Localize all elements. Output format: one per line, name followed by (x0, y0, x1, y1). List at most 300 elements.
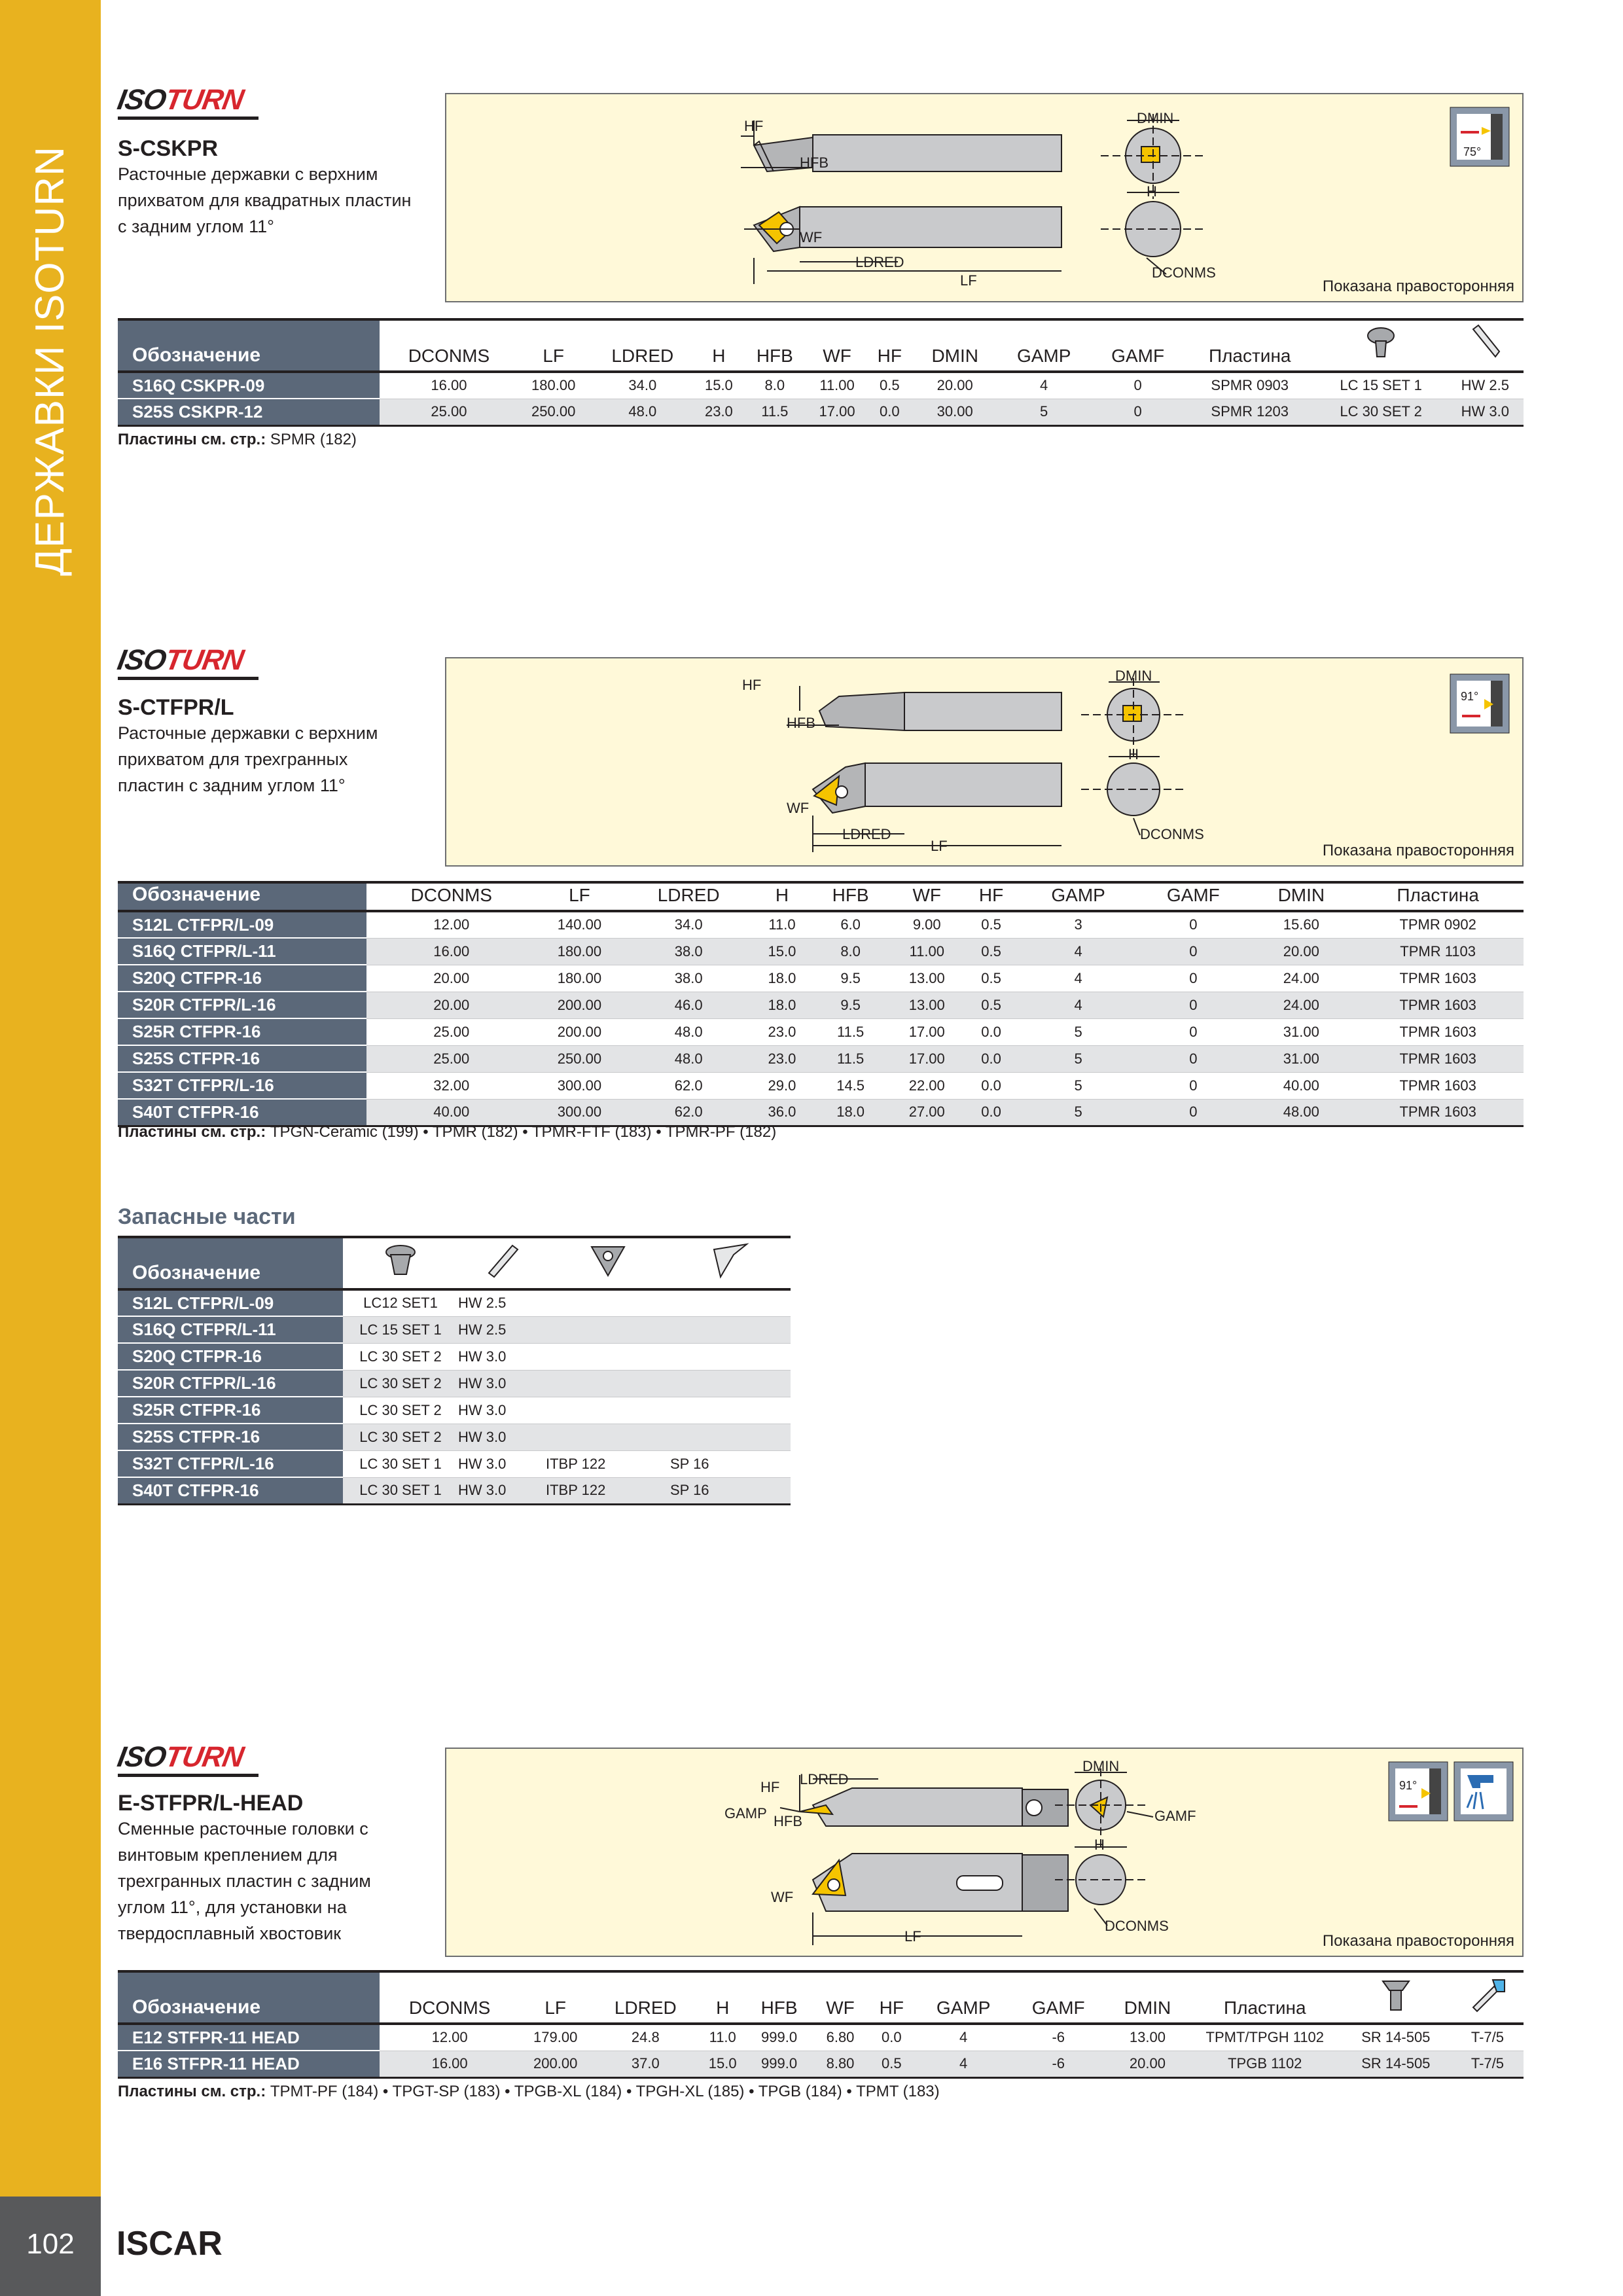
table-cell: TPMT/TPGH 1102 (1190, 2024, 1340, 2051)
section3-diagram (445, 1748, 1524, 1957)
table-header-cell: Обозначение (118, 1971, 380, 2024)
table-cell: 62.0 (622, 1099, 755, 1126)
table-cell: 250.00 (518, 399, 589, 425)
table-cell: 32.00 (366, 1072, 537, 1099)
table-header-cell: GAMF (1111, 346, 1165, 366)
table-cell: 250.00 (537, 1045, 623, 1072)
table-header-cell: LF (544, 1998, 567, 2018)
table-header-cell: H (712, 346, 726, 366)
table-header-cell: Пластина (1397, 885, 1479, 905)
table-header-row (118, 1237, 791, 1289)
table-cell: HW 3.0 (458, 1477, 546, 1504)
dim-dmin: DMIN (1137, 110, 1174, 126)
table-cell: 0 (1136, 1045, 1250, 1072)
table-cell: S25S CTFPR-16 (118, 1045, 366, 1072)
table-cell (670, 1397, 791, 1424)
section2-description: Расточные державки с верхним прихватом для трехгранных пластин с задним углом 11° (118, 723, 378, 795)
table-cell: HW 3.0 (458, 1450, 546, 1477)
table-cell: HW 2.5 (458, 1289, 546, 1316)
table-header-cell: LDRED (657, 885, 720, 905)
table-row (118, 1289, 791, 1316)
table-header-cell: H (716, 1998, 730, 2018)
dim-ldred: LDRED (842, 826, 891, 842)
table-cell: 48.0 (622, 1045, 755, 1072)
dim-lf: LF (960, 272, 977, 289)
table-cell: 0.0 (962, 1099, 1020, 1126)
table-cell: 0 (1136, 1018, 1250, 1045)
operation-icon (1389, 1762, 1448, 1821)
table-cell: S20Q CTFPR-16 (118, 1343, 343, 1370)
table-cell: 0 (1092, 399, 1185, 425)
table-header-cell: HF (879, 1998, 904, 2018)
table-header-cell: DCONMS (410, 885, 492, 905)
section1-diagram (445, 93, 1524, 302)
table-cell: 11.0 (755, 911, 810, 938)
table-cell: E16 STFPR-11 HEAD (118, 2051, 380, 2077)
dim-wf: WF (800, 229, 823, 245)
table-cell: TPMR 1603 (1352, 1099, 1524, 1126)
table-cell: S20R CTFPR/L-16 (118, 992, 366, 1018)
section3-note: Пластины см. стр.: TPMT-PF (184) • TPGT-SP (183) • TPGB-XL (184) • TPGH-XL (185) • TPGB (184) • TPMT (183) (118, 2083, 940, 2100)
table-cell: 11.00 (891, 938, 962, 965)
table-cell: 48.0 (589, 399, 697, 425)
table-cell: HW 2.5 (458, 1316, 546, 1343)
table-header-cell: GAMP (1051, 885, 1105, 905)
isoturn-logo: ISOTURN (115, 644, 246, 676)
table-cell: 999.0 (745, 2051, 813, 2077)
table-row (118, 399, 1524, 425)
table-cell: 0.5 (962, 911, 1020, 938)
dim-gamp: GAMP (724, 1805, 767, 1821)
table-row (118, 2051, 1524, 2077)
table-cell: 23.0 (696, 399, 741, 425)
table-cell: 200.00 (537, 1018, 623, 1045)
table-cell: SR 14-505 (1340, 2051, 1452, 2077)
table-header-cell: H (775, 885, 789, 905)
table-header-cell: LDRED (614, 1998, 677, 2018)
table-cell: S16Q CTFPR/L-11 (118, 1316, 343, 1343)
section1-drawing (446, 94, 1525, 304)
table-cell: HW 3.0 (458, 1343, 546, 1370)
table-cell: 4 (1020, 938, 1136, 965)
table-header-cell: GAMP (936, 1998, 991, 2018)
table-cell: 12.00 (380, 2024, 520, 2051)
table-cell: 0.5 (868, 2051, 916, 2077)
dim-wf: WF (787, 800, 810, 816)
table-header-cell: GAMF (1031, 1998, 1085, 2018)
table-header-cell: HFB (832, 885, 869, 905)
table-cell: 5 (1020, 1072, 1136, 1099)
table-cell: -6 (1011, 2024, 1105, 2051)
sidebar (0, 0, 101, 2296)
table-row (118, 1099, 1524, 1126)
section2-title: S-CTFPR/L (118, 695, 234, 720)
table-cell: 11.5 (810, 1018, 891, 1045)
table-cell: 0.5 (962, 938, 1020, 965)
table-cell: 18.0 (810, 1099, 891, 1126)
section1-description: Расточные державки с верхним прихватом для квадратных пластин с задним углом 11° (118, 164, 412, 236)
table-cell: 0.5 (962, 992, 1020, 1018)
shim-icon (546, 1237, 670, 1289)
table-row (118, 1477, 791, 1504)
table-cell: 31.00 (1250, 1045, 1352, 1072)
table-cell: 23.0 (755, 1045, 810, 1072)
table-cell: 25.00 (380, 399, 518, 425)
table-cell: 37.0 (591, 2051, 700, 2077)
table-cell (670, 1343, 791, 1370)
table-cell: 0.5 (866, 372, 914, 399)
table-row (118, 992, 1524, 1018)
section1-note: Пластины см. стр.: SPMR (182) (118, 431, 357, 448)
table-cell: 34.0 (622, 911, 755, 938)
table-cell: SR 14-505 (1340, 2024, 1452, 2051)
table-header-row (118, 882, 1524, 911)
table-cell: S12L CTFPR/L-09 (118, 911, 366, 938)
footer-brand: ISCAR (116, 2225, 223, 2263)
table-cell: 4 (916, 2051, 1011, 2077)
table-cell: 17.00 (891, 1018, 962, 1045)
table-cell: 31.00 (1250, 1018, 1352, 1045)
table-cell: 13.00 (1105, 2024, 1190, 2051)
svg-text:91°: 91° (1399, 1779, 1418, 1792)
table-cell: 4 (916, 2024, 1011, 2051)
table-cell: 9.00 (891, 911, 962, 938)
table-cell: 25.00 (366, 1045, 537, 1072)
table-cell: 0.0 (866, 399, 914, 425)
table-cell: 5 (1020, 1099, 1136, 1126)
isoturn-logo: ISOTURN (115, 84, 246, 116)
table-cell: S40T CTFPR-16 (118, 1477, 343, 1504)
table-cell: 46.0 (622, 992, 755, 1018)
table-cell: 0 (1136, 1099, 1250, 1126)
table-cell: ITBP 122 (546, 1477, 670, 1504)
table-cell: 29.0 (755, 1072, 810, 1099)
section2-drawing (446, 658, 1525, 868)
dim-h: H (1094, 1837, 1105, 1853)
table-cell: SP 16 (670, 1477, 791, 1504)
table-row (118, 2024, 1524, 2051)
table-cell: HW 3.0 (458, 1424, 546, 1450)
table-row (118, 1343, 791, 1370)
table-cell: 13.00 (891, 965, 962, 992)
table-row (118, 1072, 1524, 1099)
table-cell: HW 3.0 (1447, 399, 1524, 425)
isoturn-logo: ISOTURN (115, 1741, 246, 1773)
table-cell: TPGB 1102 (1190, 2051, 1340, 2077)
shown-right-note-2: Показана правосторонняя (1322, 842, 1514, 859)
dim-wf: WF (771, 1889, 794, 1905)
table-row (118, 1018, 1524, 1045)
clamp-set-icon (343, 1237, 458, 1289)
table-cell: -6 (1011, 2051, 1105, 2077)
dim-hfb: HFB (787, 715, 815, 731)
table-cell: TPMR 1603 (1352, 1045, 1524, 1072)
table-cell: 180.00 (518, 372, 589, 399)
table-cell: 9.5 (810, 992, 891, 1018)
table-cell (670, 1316, 791, 1343)
table-cell: HW 3.0 (458, 1397, 546, 1424)
hex-key-icon (1447, 319, 1524, 372)
table-header-row (118, 1971, 1524, 2024)
table-row (118, 1316, 791, 1343)
logo-underline (118, 1774, 259, 1777)
table-cell (546, 1370, 670, 1397)
table-cell: TPMR 1103 (1352, 938, 1524, 965)
table-cell: 23.0 (755, 1018, 810, 1045)
table-cell (670, 1289, 791, 1316)
dim-dconms: DCONMS (1105, 1918, 1169, 1934)
table-cell: 24.8 (591, 2024, 700, 2051)
table-cell: 180.00 (537, 938, 623, 965)
table-row (118, 1397, 791, 1424)
table-cell: 200.00 (520, 2051, 591, 2077)
table-cell: 17.00 (891, 1045, 962, 1072)
table-header-cell: HF (978, 885, 1004, 905)
table-header-cell: GAMF (1166, 885, 1220, 905)
table-cell: HW 3.0 (458, 1370, 546, 1397)
table-cell: S20Q CTFPR-16 (118, 965, 366, 992)
table-cell (546, 1316, 670, 1343)
table-cell: 8.80 (813, 2051, 867, 2077)
table-cell: 62.0 (622, 1072, 755, 1099)
table-header-cell: Обозначение (118, 882, 366, 911)
table-cell: 4 (997, 372, 1092, 399)
table-cell: 0 (1136, 992, 1250, 1018)
table-header-cell: HFB (760, 1998, 798, 2018)
table-cell: 6.80 (813, 2024, 867, 2051)
coolant-icon (1454, 1762, 1513, 1821)
table-cell: 140.00 (537, 911, 623, 938)
dim-h: H (1147, 183, 1157, 200)
table-cell: 5 (1020, 1018, 1136, 1045)
dim-hf: HF (744, 118, 764, 134)
table-cell: S32T CTFPR/L-16 (118, 1072, 366, 1099)
table-cell: 6.0 (810, 911, 891, 938)
table-row (118, 965, 1524, 992)
table-cell: 48.00 (1250, 1099, 1352, 1126)
dim-ldred: LDRED (855, 254, 904, 270)
table-cell: 8.0 (810, 938, 891, 965)
section3-drawing (446, 1749, 1525, 1958)
table-cell: 4 (1020, 992, 1136, 1018)
table-cell: LC 30 SET 2 (343, 1343, 458, 1370)
shown-right-note-1: Показана правосторонняя (1322, 278, 1514, 295)
table-cell: 0 (1136, 1072, 1250, 1099)
table-cell: S16Q CTFPR/L-11 (118, 938, 366, 965)
page-number: 102 (26, 2228, 75, 2260)
table-cell: 34.0 (589, 372, 697, 399)
svg-text:91°: 91° (1461, 690, 1479, 703)
table-row (118, 1370, 791, 1397)
table-cell: LC 30 SET 2 (343, 1370, 458, 1397)
table-cell: S25S CSKPR-12 (118, 399, 380, 425)
table-row (118, 1045, 1524, 1072)
spare-parts-table (118, 1236, 791, 1505)
table-cell: 25.00 (366, 1018, 537, 1045)
table-row (118, 938, 1524, 965)
table-cell: S20R CTFPR/L-16 (118, 1370, 343, 1397)
table-cell: 24.00 (1250, 992, 1352, 1018)
table-header-cell: DMIN (1277, 885, 1325, 905)
table-row (118, 911, 1524, 938)
section2-diagram (445, 657, 1524, 867)
table-cell: 999.0 (745, 2024, 813, 2051)
table-cell (546, 1397, 670, 1424)
table-cell: 5 (997, 399, 1092, 425)
table-cell: TPMR 0902 (1352, 911, 1524, 938)
table-header-cell: LF (543, 346, 565, 366)
screw-icon (1340, 1971, 1452, 2024)
table-cell: 20.00 (1105, 2051, 1190, 2077)
table-cell: S32T CTFPR/L-16 (118, 1450, 343, 1477)
table-cell: 20.00 (366, 965, 537, 992)
table-cell: 200.00 (537, 992, 623, 1018)
section3-title: E-STFPR/L-HEAD (118, 1791, 304, 1816)
table-cell: 18.0 (755, 992, 810, 1018)
table-cell: 48.0 (622, 1018, 755, 1045)
table-cell: 3 (1020, 911, 1136, 938)
table-cell: S12L CTFPR/L-09 (118, 1289, 343, 1316)
dim-dconms: DCONMS (1152, 264, 1216, 281)
table-header-cell: DMIN (931, 346, 978, 366)
table-header-cell: HF (877, 346, 902, 366)
table-cell (546, 1343, 670, 1370)
table-cell: SP 16 (670, 1450, 791, 1477)
table-header-cell: DCONMS (408, 1998, 491, 2018)
table-cell: LC 30 SET 2 (343, 1397, 458, 1424)
table-cell: 12.00 (366, 911, 537, 938)
section3-table (118, 1970, 1524, 2079)
table-cell: 0 (1092, 372, 1185, 399)
table-cell: LC 15 SET 1 (343, 1316, 458, 1343)
table-cell: 22.00 (891, 1072, 962, 1099)
section3-description: Сменные расточные головки с винтовым креплением для трехгранных пластин с задним углом 11°, для установки на твердосплавный хвостовик (118, 1819, 371, 1943)
table-header-row (118, 319, 1524, 372)
table-cell: 180.00 (537, 965, 623, 992)
table-cell: 16.00 (380, 372, 518, 399)
dim-hf: HF (742, 677, 762, 693)
table-cell: 30.00 (914, 399, 997, 425)
dim-hfb: HFB (800, 154, 829, 171)
table-header-cell: Пластина (1208, 346, 1291, 366)
table-header-cell: HFB (756, 346, 793, 366)
table-header-cell: Пластина (1223, 1998, 1306, 2018)
table-cell: 15.0 (696, 372, 741, 399)
table-header-cell: GAMP (1016, 346, 1071, 366)
table-cell: 5 (1020, 1045, 1136, 1072)
shim-pin-icon (670, 1237, 791, 1289)
table-cell (670, 1370, 791, 1397)
dim-ldred: LDRED (800, 1771, 849, 1787)
table-cell: ITBP 122 (546, 1450, 670, 1477)
table-cell: 38.0 (622, 965, 755, 992)
dim-dconms: DCONMS (1140, 826, 1204, 842)
table-cell: 17.00 (808, 399, 866, 425)
table-header-cell: Обозначение (118, 319, 380, 372)
table-row (118, 372, 1524, 399)
table-cell: 11.5 (741, 399, 808, 425)
table-row (118, 1450, 791, 1477)
dim-dmin: DMIN (1082, 1758, 1120, 1774)
dim-gamf: GAMF (1154, 1808, 1196, 1824)
table-cell: 0.0 (962, 1018, 1020, 1045)
table-cell: 4 (1020, 965, 1136, 992)
table-cell: 0 (1136, 911, 1250, 938)
table-cell: SPMR 0903 (1185, 372, 1315, 399)
table-header-cell: DCONMS (408, 346, 490, 366)
table-header-cell: Обозначение (118, 1237, 343, 1289)
torx-key-icon (1452, 1971, 1524, 2024)
table-header-cell: DMIN (1124, 1998, 1171, 2018)
section1-title: S-CSKPR (118, 136, 219, 161)
table-cell: 0.5 (962, 965, 1020, 992)
dim-dmin: DMIN (1115, 668, 1152, 684)
shown-right-note-3: Показана правосторонняя (1322, 1932, 1514, 1950)
table-cell: SPMR 1203 (1185, 399, 1315, 425)
table-cell: 300.00 (537, 1072, 623, 1099)
table-cell: LC 30 SET 1 (343, 1477, 458, 1504)
screw-icon (1315, 319, 1447, 372)
operation-icon (1450, 107, 1509, 166)
hex-key-icon (458, 1237, 546, 1289)
table-cell: LC12 SET1 (343, 1289, 458, 1316)
table-cell: 11.00 (808, 372, 866, 399)
table-cell: 15.0 (755, 938, 810, 965)
table-cell: 18.0 (755, 965, 810, 992)
dim-hf: HF (760, 1779, 780, 1795)
logo-underline (118, 117, 259, 120)
table-cell: 40.00 (366, 1099, 537, 1126)
sidebar-title: ДЕРЖАВКИ ISOTURN (27, 146, 73, 576)
table-cell: TPMR 1603 (1352, 992, 1524, 1018)
table-cell: 11.5 (810, 1045, 891, 1072)
table-cell: 38.0 (622, 938, 755, 965)
table-header-cell: WF (912, 885, 942, 905)
table-cell: LC 30 SET 2 (1315, 399, 1447, 425)
table-cell: S16Q CSKPR-09 (118, 372, 380, 399)
table-cell: 300.00 (537, 1099, 623, 1126)
table-header-cell: WF (823, 346, 851, 366)
table-cell: T-7/5 (1452, 2051, 1524, 2077)
table-header-cell: WF (826, 1998, 855, 2018)
table-cell: E12 STFPR-11 HEAD (118, 2024, 380, 2051)
table-cell: S40T CTFPR-16 (118, 1099, 366, 1126)
section2-note: Пластины см. стр.: TPGN-Ceramic (199) • TPMR (182) • TPMR-FTF (183) • TPMR-PF (182) (118, 1123, 777, 1141)
table-cell (546, 1289, 670, 1316)
table-cell: S25R CTFPR-16 (118, 1018, 366, 1045)
table-cell: 16.00 (366, 938, 537, 965)
table-cell: 16.00 (380, 2051, 520, 2077)
table-cell: 20.00 (914, 372, 997, 399)
table-cell: S25S CTFPR-16 (118, 1424, 343, 1450)
table-cell: 36.0 (755, 1099, 810, 1126)
dim-lf: LF (931, 838, 948, 854)
table-cell: T-7/5 (1452, 2024, 1524, 2051)
spare-parts-title: Запасные части (118, 1204, 296, 1229)
table-cell: 179.00 (520, 2024, 591, 2051)
table-cell: 0.0 (962, 1045, 1020, 1072)
table-cell: 9.5 (810, 965, 891, 992)
dim-hfb: HFB (774, 1813, 802, 1829)
dim-lf: LF (904, 1928, 921, 1945)
table-cell: 20.00 (366, 992, 537, 1018)
table-cell: LC 15 SET 1 (1315, 372, 1447, 399)
section1-table (118, 318, 1524, 427)
table-cell: 0 (1136, 938, 1250, 965)
svg-text:75°: 75° (1463, 145, 1482, 158)
table-cell: 8.0 (741, 372, 808, 399)
table-cell: S25R CTFPR-16 (118, 1397, 343, 1424)
